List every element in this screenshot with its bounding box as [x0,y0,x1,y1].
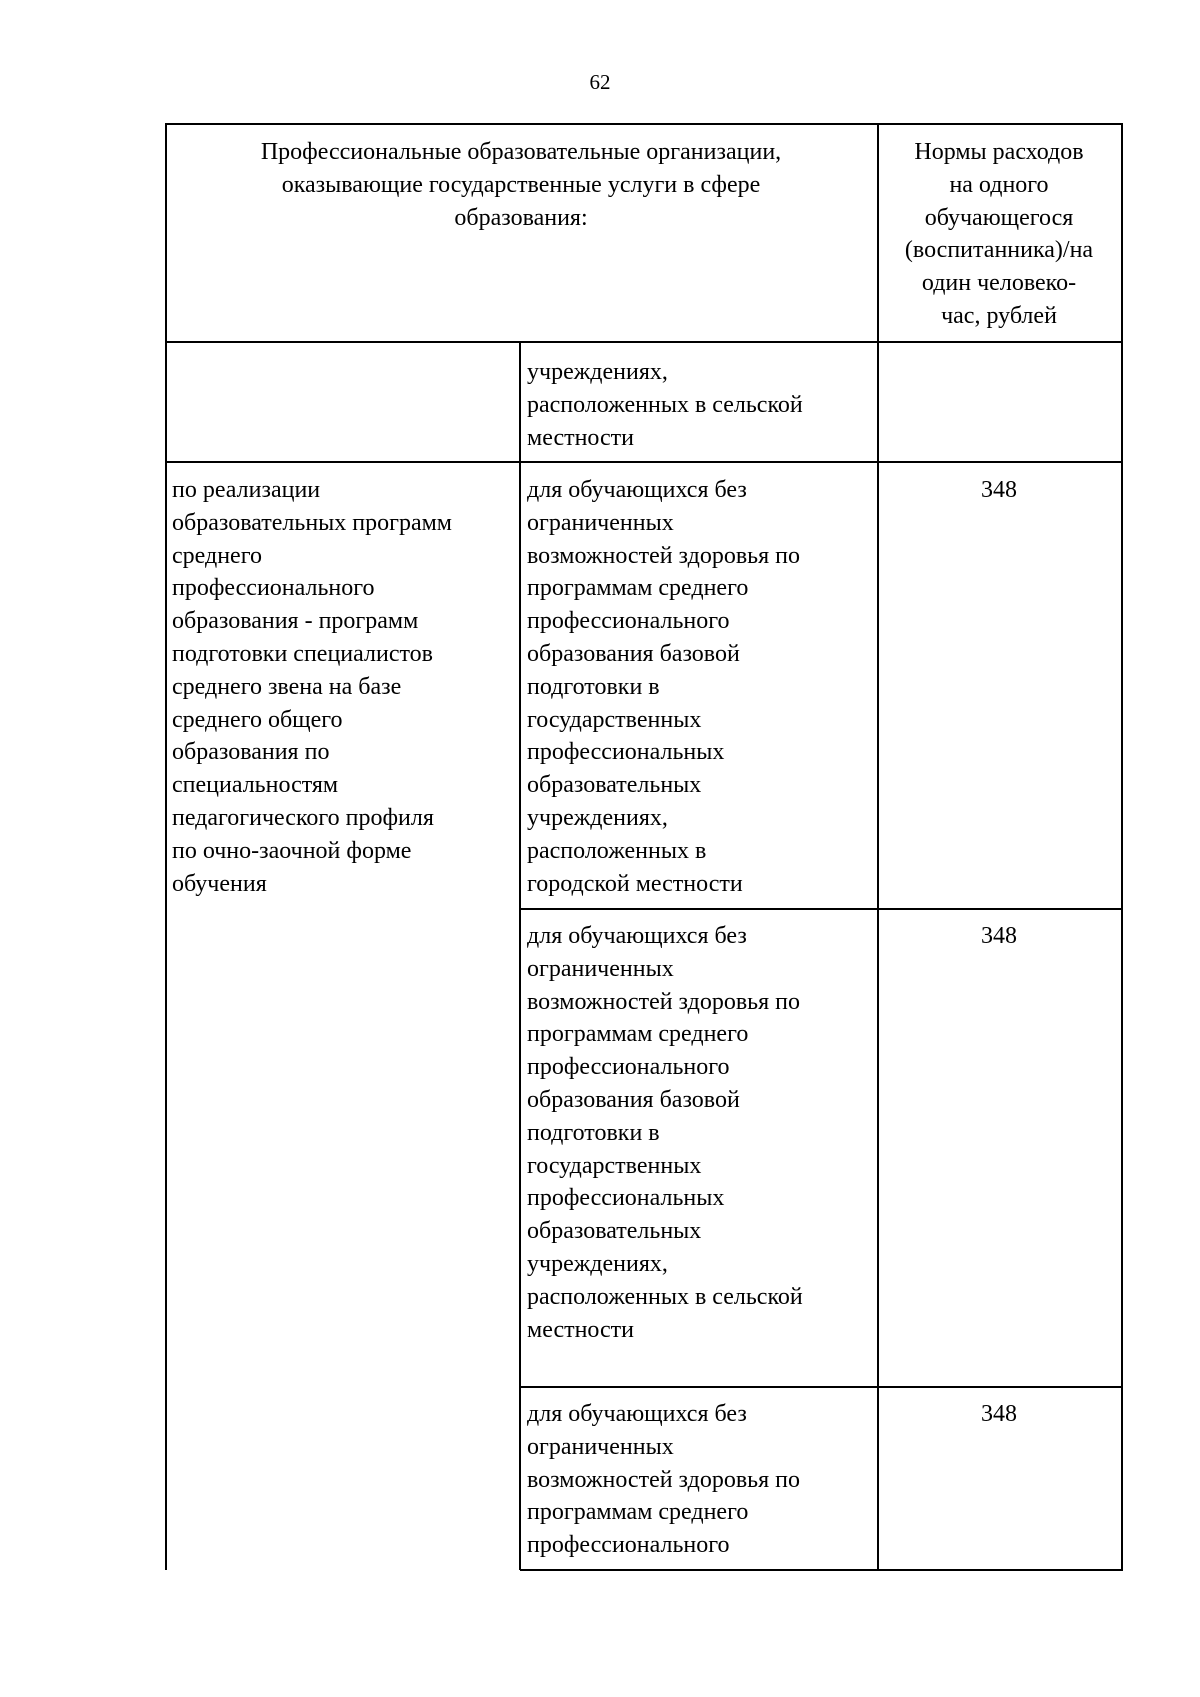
page-number: 62 [589,70,611,94]
header-organizations: Профессиональные образовательные организации, оказывающие государственные услуги в сфере образования: [260,139,782,231]
table-row-value: 348 [981,923,1017,949]
table-row-condition: учреждениях, расположенных в сельской местности [527,359,803,451]
row-divider [520,908,1123,910]
table-row-category: по реализации образовательных программ среднего профессионального образования - программ подготовки специалистов среднего звена на базе среднего общего образования по специальностям педагогического профиля по очно-заочной форме обучения [172,477,452,897]
table-row-value: 348 [981,1401,1017,1427]
table-left-border [165,123,167,1570]
row-divider [165,461,1123,463]
column-divider [519,341,521,1570]
table-row-condition: для обучающихся без ограниченных возможностей здоровья по программам среднего профессионального образования базовой подготовки в государственных профессиональных образовательных учреждениях, расположенных в городской местности [527,477,800,897]
table-row-value: 348 [981,477,1017,503]
column-divider [877,123,879,1570]
row-divider [520,1569,1123,1571]
table-row-condition: для обучающихся без ограниченных возможностей здоровья по программам среднего профессионального образования базовой подготовки в государственных профессиональных образовательных учреждениях, расположенных в сельской местности [527,923,803,1343]
table-row-condition: для обучающихся без ограниченных возможностей здоровья по программам среднего профессионального [527,1401,800,1559]
header-norms: Нормы расходов на одного обучающегося (воспитанника)/на один человеко- час, рублей [904,139,1094,329]
table-top-border [165,123,1123,125]
table-right-border [1121,123,1123,1570]
row-divider [520,1386,1123,1388]
header-bottom-border [165,341,1123,343]
